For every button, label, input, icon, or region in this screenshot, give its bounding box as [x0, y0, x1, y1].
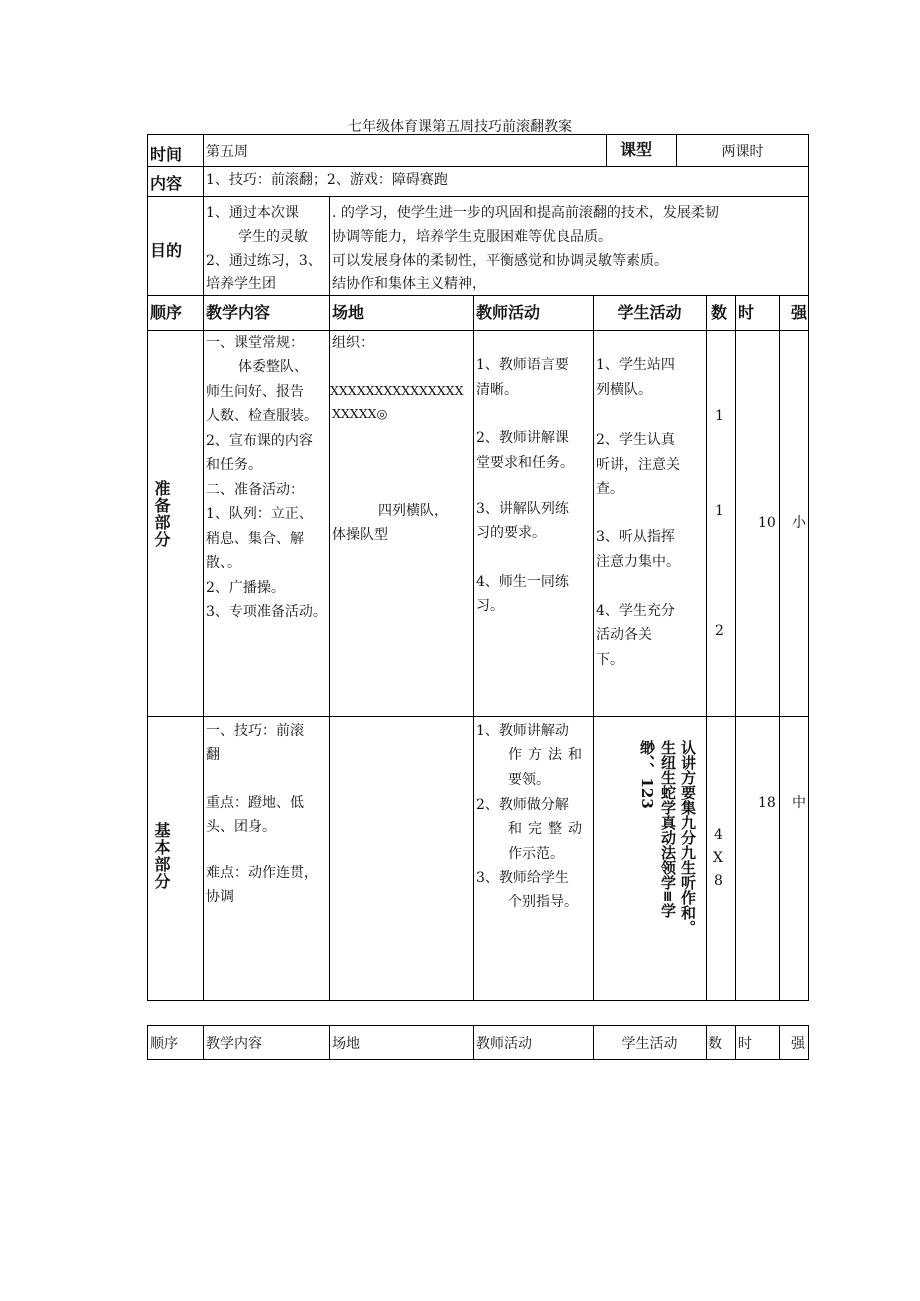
lesson-type-value: 两课时 [721, 144, 764, 160]
time-label: 时间 [150, 145, 183, 164]
prep-content-line: 体委整队、 [238, 359, 308, 375]
basic-content-line: 重点：蹬地、低 [206, 795, 304, 811]
prep-intensity: 小 [792, 515, 806, 531]
header-teacher: 教师活动 [476, 303, 541, 322]
prep-venue-formation: XXXXX◎ [332, 406, 388, 421]
header-content: 教学内容 [206, 303, 271, 322]
basic-intensity: 中 [792, 795, 806, 811]
prep-content-line: 1、队列：立正、 [206, 506, 313, 522]
header2-venue: 场地 [332, 1036, 360, 1052]
prep-student-line: 2、学生认真 [596, 432, 675, 448]
header2-student: 学生活动 [621, 1036, 678, 1052]
prep-content-line: 2、宣布课的内容 [206, 433, 313, 449]
prep-teacher-line: 清晰。 [476, 382, 518, 398]
goal-left-line: 培养学生团 [206, 276, 276, 292]
prep-content-line: 一、课堂常规： [206, 335, 304, 351]
goal-label: 目的 [150, 241, 183, 260]
prep-time: 10 [758, 515, 776, 531]
goal-left-line: 2、通过练习，3、 [206, 253, 322, 269]
prep-student-line: 活动各关 [596, 627, 652, 643]
header-order: 顺序 [150, 303, 183, 322]
document-title: 七年级体育课第五周技巧前滚翻教案 [348, 119, 572, 135]
prep-content-line: 散、。 [206, 555, 241, 571]
lesson-type-label: 课型 [620, 140, 653, 159]
prep-student-line: 听讲，注意关 [596, 457, 680, 473]
prep-student-line: 1、学生站四 [596, 357, 675, 373]
goal-left-line: 学生的灵敏 [238, 229, 308, 245]
goal-right-line: 可以发展身体的柔韧性，平衡感觉和协调灵敏等素质。 [332, 253, 668, 269]
prep-content-line: 稍息、集合、解 [206, 531, 304, 547]
header2-time: 时 [738, 1036, 752, 1052]
basic-time: 18 [758, 795, 776, 811]
prep-teacher-line: 习。 [476, 598, 504, 614]
prep-count: 2 [715, 623, 724, 639]
basic-teacher-line: 2、教师做分解 [476, 797, 569, 813]
time-value: 第五周 [206, 144, 248, 160]
prep-venue-line: 组织： [332, 335, 374, 351]
basic-teacher-line: 要领。 [508, 772, 550, 788]
basic-count: 4 [714, 827, 723, 843]
content-value: 1、技巧：前滚翻；2、游戏：障碍赛跑 [206, 172, 448, 188]
goal-right-line: 协调等能力，培养学生克服困难等优良品质。 [332, 229, 612, 245]
header-count: 数 [711, 303, 728, 322]
prep-venue-formation: XXXXXXXXXXXXXXX [330, 383, 464, 398]
header-venue: 场地 [332, 303, 365, 322]
basic-student-column: 生纽生蛇学真动法领学≡学 [659, 740, 677, 918]
basic-teacher-line: 作示范。 [508, 846, 564, 862]
basic-count: 8 [714, 873, 723, 889]
prep-content-line: 师生问好、报告 [206, 384, 304, 400]
basic-count: X [713, 850, 723, 866]
prep-student-line: 下。 [596, 652, 624, 668]
basic-content-line: 翻 [206, 747, 220, 763]
prep-count: 1 [715, 408, 724, 424]
prep-teacher-line: 4、师生一同练 [476, 574, 569, 590]
basic-teacher-line: 3、教师给学生 [476, 870, 569, 886]
content-label: 内容 [150, 174, 183, 193]
header2-count: 数 [708, 1036, 722, 1052]
basic-student-column: 缈、、123 [638, 740, 656, 809]
header-student: 学生活动 [617, 303, 682, 322]
prep-teacher-line: 习的要求。 [476, 525, 546, 541]
header2-intensity: 强 [791, 1036, 805, 1052]
header2-order: 顺序 [150, 1036, 178, 1052]
prep-teacher-line: 1、教师语言要 [476, 357, 569, 373]
prep-teacher-line: 堂要求和任务。 [476, 455, 574, 471]
basic-teacher-line: 作方法和 [508, 747, 588, 763]
basic-teacher-line: 和完整动 [508, 821, 588, 837]
header2-content: 教学内容 [206, 1036, 262, 1052]
header-intensity: 强 [791, 303, 808, 322]
prep-teacher-line: 3、讲解队列练 [476, 501, 569, 517]
basic-content-line: 一、技巧：前滚 [206, 723, 304, 739]
prep-student-line: 注意力集中。 [596, 554, 680, 570]
goal-right-line: . 的学习，使学生进一步的巩固和提高前滚翻的技术，发展柔韧 [332, 205, 719, 221]
prep-student-line: 3、听从指挥 [596, 529, 675, 545]
prep-content-line: 和任务。 [206, 457, 262, 473]
prep-student-line: 列横队。 [596, 382, 652, 398]
basic-teacher-line: 1、教师讲解动 [476, 723, 569, 739]
basic-content-line: 难点：动作连贯， [206, 865, 318, 881]
prep-venue-line: 体操队型 [332, 527, 388, 543]
header-time: 时 [738, 303, 755, 322]
prep-content-line: 人数、检查服装。 [206, 408, 318, 424]
basic-section-label: 基本部分 [152, 822, 171, 890]
prep-venue-line: 四列横队， [378, 503, 448, 519]
prep-section-label: 准备部分 [152, 480, 171, 548]
goal-left-line: 1、通过本次课 [206, 205, 299, 221]
basic-student-column: 认讲方要集九分九生听作和。 [679, 740, 697, 935]
prep-teacher-line: 2、教师讲解课 [476, 430, 569, 446]
prep-content-line: 2、广播操。 [206, 580, 285, 596]
basic-content-line: 协调 [206, 889, 234, 905]
header2-teacher: 教师活动 [476, 1036, 532, 1052]
basic-content-line: 头、团身。 [206, 819, 276, 835]
basic-teacher-line: 个别指导。 [508, 894, 578, 910]
prep-count: 1 [715, 503, 724, 519]
prep-student-line: 4、学生充分 [596, 603, 675, 619]
prep-student-line: 查。 [596, 481, 624, 497]
goal-right-line: 结协作和集体主义精神， [332, 276, 486, 292]
prep-content-line: 3、专项准备活动。 [206, 604, 327, 620]
prep-content-line: 二、准备活动： [206, 482, 304, 498]
